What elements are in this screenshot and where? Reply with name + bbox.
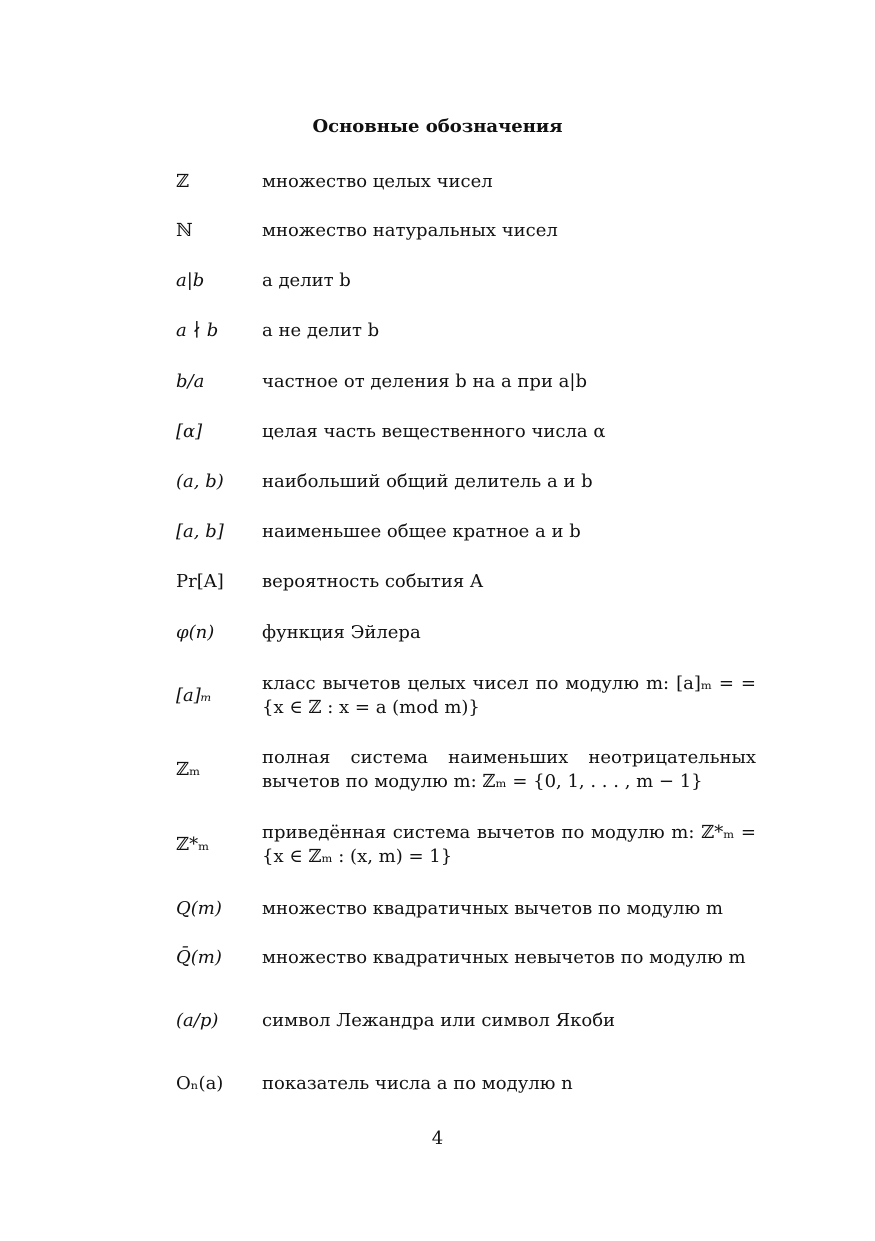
notation-symbol: ℤₘ <box>176 759 201 780</box>
notation-symbol: a ∤ b <box>176 320 219 341</box>
notation-description: функция Эйлера <box>262 622 421 643</box>
notation-symbol: ℕ <box>176 220 193 241</box>
notation-description: множество натуральных чисел <box>262 220 558 241</box>
notation-description: множество целых чисел <box>262 171 493 192</box>
notation-description: полная система наименьших неотрицательных вычетов по модулю m: ℤₘ = {0, 1, . . . , m − 1} <box>262 747 756 792</box>
notation-description: наибольший общий делитель a и b <box>262 471 593 492</box>
notation-description: множество квадратичных невычетов по модулю m <box>262 947 746 968</box>
notation-symbol: ℤ*ₘ <box>176 834 210 855</box>
notation-description: частное от деления b на a при a|b <box>262 371 587 392</box>
notation-symbol: Oₙ(a) <box>176 1073 224 1094</box>
notation-description: вероятность события A <box>262 571 483 592</box>
notation-symbol: φ(n) <box>176 622 215 643</box>
notation-symbol: a|b <box>176 270 205 291</box>
notation-symbol: b/a <box>176 371 205 392</box>
notation-symbol: Pr[A] <box>176 571 224 592</box>
notation-symbol: ℤ <box>176 171 190 192</box>
notation-description: a не делит b <box>262 320 380 341</box>
notation-description: показатель числа a по модулю n <box>262 1073 573 1094</box>
notation-symbol: Q(m) <box>176 898 222 919</box>
notation-description: класс вычетов целых чисел по модулю m: [a]ₘ = = {x ∈ ℤ : x = a (mod m)} <box>262 673 756 718</box>
notation-symbol: (a/p) <box>176 1010 219 1031</box>
notation-description: приведённая система вычетов по модулю m: ℤ*ₘ = {x ∈ ℤₘ : (x, m) = 1} <box>262 822 756 867</box>
notation-description: целая часть вещественного числа α <box>262 421 606 442</box>
notation-symbol: (a, b) <box>176 471 224 492</box>
notation-symbol: [α] <box>176 421 203 442</box>
notation-description: наименьшее общее кратное a и b <box>262 521 581 542</box>
notation-symbol: Q̄(m) <box>176 947 222 968</box>
notation-symbol: [a]ₘ <box>176 685 212 706</box>
page-number: 4 <box>431 1128 444 1149</box>
notation-description: символ Лежандра или символ Якоби <box>262 1010 616 1031</box>
notation-description: множество квадратичных вычетов по модулю m <box>262 898 723 919</box>
page-title: Основные обозначения <box>312 116 563 137</box>
notation-description: a делит b <box>262 270 351 291</box>
notation-symbol: [a, b] <box>176 521 224 542</box>
